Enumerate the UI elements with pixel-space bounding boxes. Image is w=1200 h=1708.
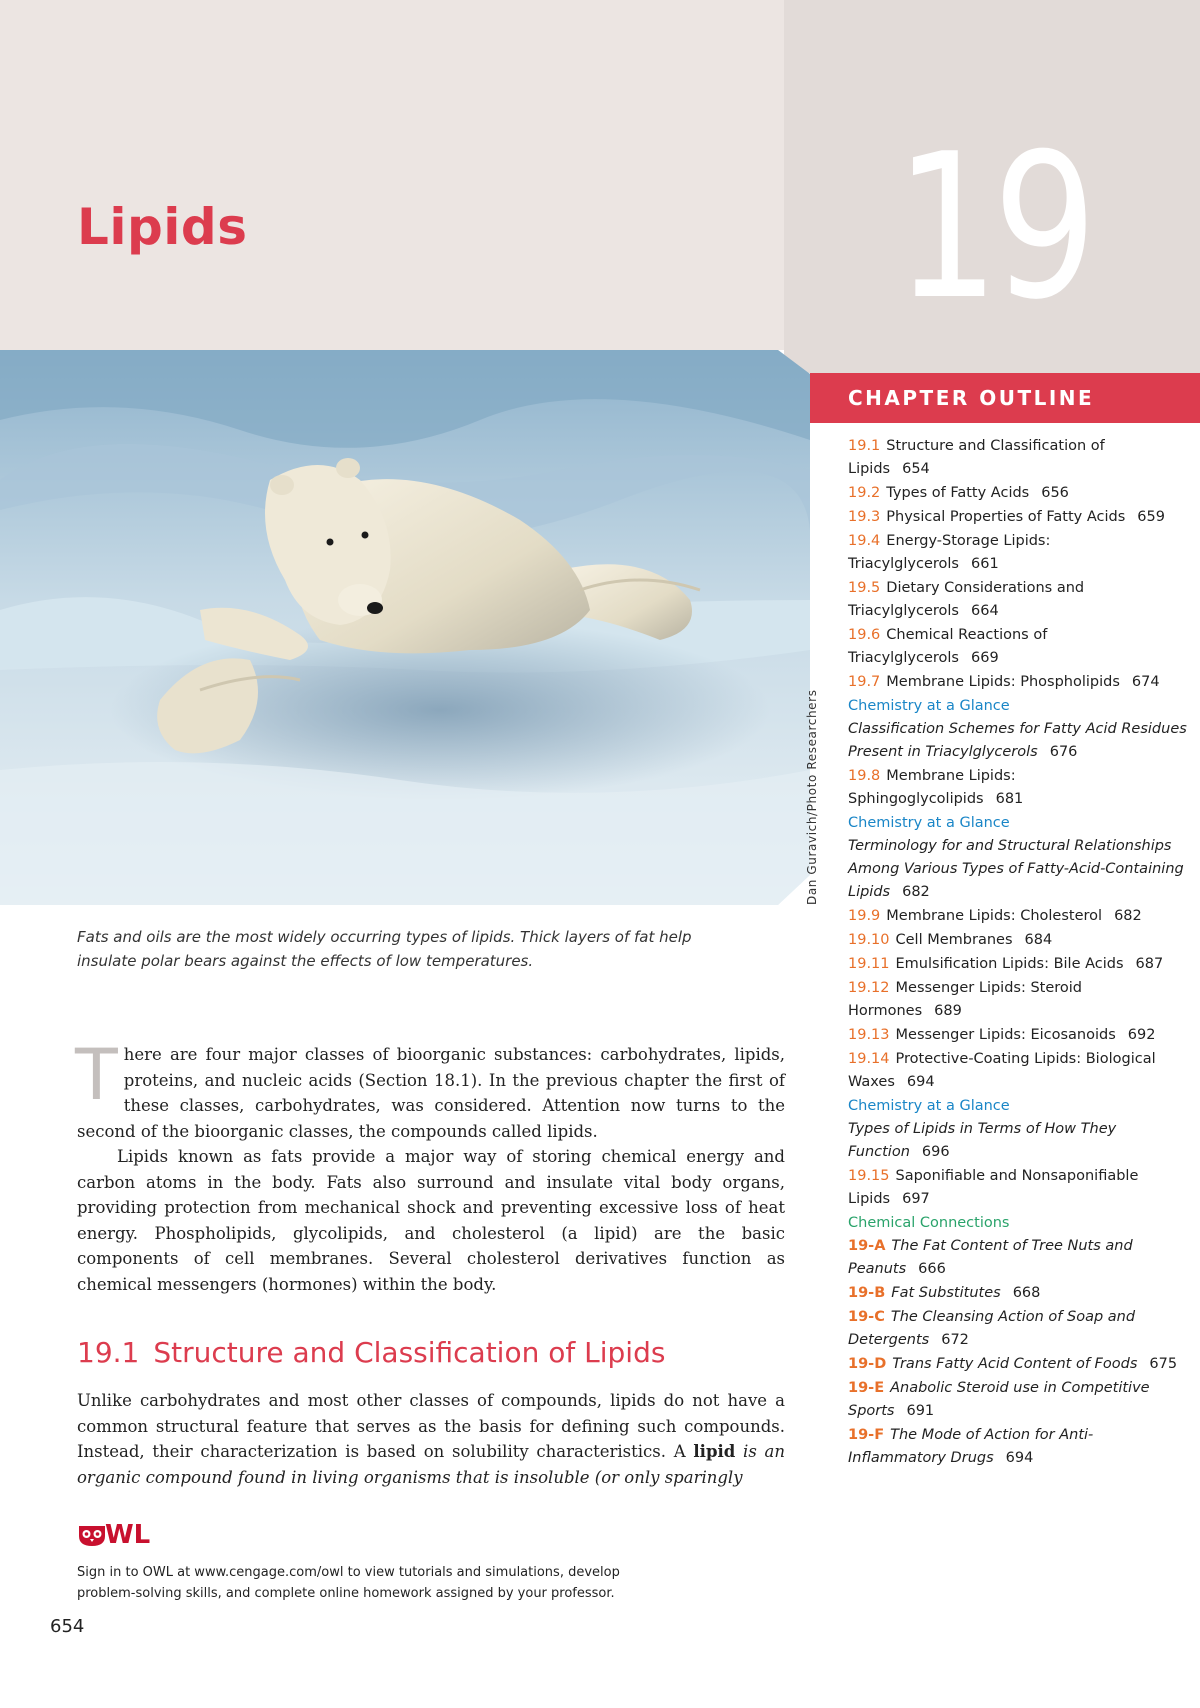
entry-number: 19.3 (848, 509, 881, 525)
entry-page: 689 (934, 1003, 962, 1019)
outline-entry[interactable] (848, 765, 1188, 811)
intro-paragraph-2: Lipids known as fats provide a major way of storing chemical energy and carbon atoms in the body. Fats also surround and insulate vital body organs, providing protection from mechanical shock and preventing excessive loss of heat energy. Phospholipids, glycolipids, and cholesterol (a lipid) are the basic components of cell membranes. Several cholesterol derivatives function as chemical messengers (hormones) within the body. (77, 1147, 785, 1294)
entry-number: 19.6 (848, 627, 881, 643)
chapter-header-band (0, 0, 784, 350)
entry-number: 19-F (848, 1427, 885, 1443)
glance-label: Chemistry at a Glance (848, 698, 1010, 714)
intro-text (75, 1034, 785, 1297)
glance-entry[interactable]: Chemistry at a Glance Types of Lipids in Terms of How They Function 696 (848, 1095, 1188, 1164)
photo-caption: Fats and oils are the most widely occurring types of lipids. Thick layers of fat help insulate polar bears against the effects of low temperatures. (77, 928, 692, 970)
entry-page: 659 (1137, 509, 1165, 525)
connection-entry[interactable] (848, 1306, 1188, 1352)
entry-page: 674 (1131, 674, 1160, 690)
outline-entry[interactable] (848, 530, 1188, 576)
outline-entry[interactable] (848, 929, 1188, 952)
outline-entry[interactable] (848, 435, 1188, 481)
chapter-number: 19 (895, 111, 1091, 344)
entry-title: Membrane Lipids: Cholesterol (886, 908, 1103, 924)
entry-title: Trans Fatty Acid Content of Foods (892, 1356, 1138, 1372)
connection-entry[interactable] (848, 1282, 1188, 1305)
entry-title: Messenger Lipids: Eicosanoids (895, 1027, 1116, 1043)
entry-number: 19-E (848, 1380, 885, 1396)
entry-page: 672 (941, 1332, 969, 1348)
entry-title: The Cleansing Action of Soap and Detergents (848, 1309, 1136, 1348)
glance-label: Chemistry at a Glance (848, 815, 1010, 831)
outline-entry[interactable] (848, 977, 1188, 1023)
entry-number: 19.8 (848, 768, 881, 784)
connection-entry[interactable] (848, 1424, 1188, 1470)
entry-title: The Fat Content of Tree Nuts and Peanuts (848, 1238, 1133, 1277)
chapter-title: Lipids (77, 198, 248, 256)
entry-number: 19-A (848, 1238, 886, 1254)
entry-page: 692 (1127, 1027, 1156, 1043)
entry-page: 675 (1149, 1356, 1178, 1372)
chemical-connections-label: Chemical Connections (848, 1215, 1010, 1231)
section-title: Structure and Classification of Lipids (153, 1336, 666, 1369)
connection-entry[interactable] (848, 1235, 1188, 1281)
entry-number: 19-B (848, 1285, 886, 1301)
entry-page: 654 (902, 461, 930, 477)
entry-page: 666 (918, 1261, 946, 1277)
intro-paragraph-1: There are four major classes of bioorganic substances: carbohydrates, lipids, proteins, and nucleic acids (Section 18.1). In the previous chapter the first of these classes, carbohydrates, was considered. Attention now turns to the second of the bioorganic classes, the compounds called lipids. (75, 1034, 785, 1141)
owl-note: Sign in to OWL at www.cengage.com/owl to view tutorials and simulations, develop problem-solving skills, and complete online homework assigned by your professor. (77, 1565, 620, 1601)
entry-title: Fat Substitutes (891, 1285, 1001, 1301)
owl-icon (77, 1522, 107, 1548)
entry-number: 19.2 (848, 485, 881, 501)
entry-number: 19.14 (848, 1051, 890, 1067)
entry-page: 668 (1012, 1285, 1041, 1301)
entry-page: 661 (971, 556, 999, 572)
drop-cap: T (75, 1034, 118, 1116)
entry-title: Dietary Considerations and Triacylglycerols (848, 580, 1085, 619)
entry-number: 19.10 (848, 932, 890, 948)
entry-title: Types of Fatty Acids (886, 485, 1030, 501)
connection-entry[interactable] (848, 1377, 1188, 1423)
entry-title: Emulsification Lipids: Bile Acids (895, 956, 1124, 972)
chapter-outline (848, 435, 1188, 1471)
key-term: lipid (693, 1442, 736, 1461)
entry-title: Membrane Lipids: Sphingoglycolipids (848, 768, 1016, 807)
outline-entry[interactable] (848, 1024, 1188, 1047)
definition-text: is an organic compound found in living organisms that is insoluble (or only sparingly (77, 1442, 785, 1487)
entry-title: Saponifiable and Nonsaponifiable Lipids (848, 1168, 1139, 1207)
entry-page: 694 (906, 1074, 935, 1090)
entry-title: Physical Properties of Fatty Acids (886, 509, 1126, 525)
entry-number: 19.13 (848, 1027, 890, 1043)
entry-page: 687 (1135, 956, 1164, 972)
entry-number: 19.12 (848, 980, 890, 996)
page-number: 654 (50, 1616, 85, 1637)
outline-entry[interactable] (848, 482, 1188, 505)
entry-number: 19.5 (848, 580, 881, 596)
entry-page: 697 (902, 1191, 930, 1207)
entry-title: Structure and Classification of Lipids (848, 438, 1105, 477)
entry-page: 656 (1041, 485, 1069, 501)
glance-entry[interactable]: Chemistry at a Glance Classification Schemes for Fatty Acid Residues Present in Triacylglycerols 676 (848, 695, 1188, 764)
glance-entry[interactable]: Chemistry at a Glance Terminology for and Structural Relationships Among Various Types of Fatty-Acid-Containing Lipids 682 (848, 812, 1188, 904)
section-number: 19.1 (77, 1336, 140, 1369)
entry-number: 19.4 (848, 533, 881, 549)
entry-page: 664 (971, 603, 999, 619)
entry-title: Messenger Lipids: Steroid Hormones (848, 980, 1083, 1019)
outline-entry[interactable] (848, 671, 1188, 694)
outline-entry[interactable] (848, 1048, 1188, 1094)
entry-page: 681 (995, 791, 1024, 807)
section-body: Unlike carbohydrates and most other classes of compounds, lipids do not have a common structural feature that serves as the basis for defining such compounds. Instead, their characterization is based on solubility characteristics. A lipid is an organic compound found in living organisms that is insoluble (or only sparingly (77, 1391, 785, 1487)
entry-number: 19.1 (848, 438, 881, 454)
entry-page: 682 (1114, 908, 1142, 924)
entry-title: Energy-Storage Lipids: Triacylglycerols (848, 533, 1051, 572)
entry-title: Protective-Coating Lipids: Biological Waxes (848, 1051, 1156, 1090)
section-heading (77, 1336, 665, 1369)
connection-entry[interactable] (848, 1353, 1188, 1376)
outline-entry[interactable] (848, 624, 1188, 670)
outline-entry[interactable] (848, 953, 1188, 976)
chapter-photo (0, 350, 810, 905)
entry-title: The Mode of Action for Anti-Inflammatory Drugs (848, 1427, 1094, 1466)
entry-title: Chemical Reactions of Triacylglycerols (848, 627, 1048, 666)
entry-page: 694 (1005, 1450, 1034, 1466)
entry-number: 19.15 (848, 1168, 890, 1184)
entry-number: 19-D (848, 1356, 887, 1372)
photo-credit: Dan Guravich/Photo Researchers (805, 689, 819, 905)
entry-title: Membrane Lipids: Phospholipids (886, 674, 1120, 690)
glance-label: Chemistry at a Glance (848, 1098, 1010, 1114)
entry-number: 19.11 (848, 956, 890, 972)
entry-number: 19-C (848, 1309, 885, 1325)
entry-title: Anabolic Steroid use in Competitive Sports (848, 1380, 1150, 1419)
entry-number: 19.9 (848, 908, 881, 924)
entry-number: 19.7 (848, 674, 881, 690)
entry-page: 684 (1024, 932, 1053, 948)
owl-logo: WL (77, 1520, 150, 1550)
outline-entry[interactable] (848, 506, 1188, 529)
entry-title: Cell Membranes (895, 932, 1013, 948)
outline-entry[interactable] (848, 1165, 1188, 1211)
chapter-outline-heading: CHAPTER OUTLINE (810, 373, 1200, 423)
outline-entry[interactable] (848, 905, 1188, 928)
outline-entry[interactable] (848, 577, 1188, 623)
entry-page: 691 (906, 1403, 935, 1419)
polar-bear-image (0, 350, 810, 905)
entry-page: 669 (971, 650, 999, 666)
